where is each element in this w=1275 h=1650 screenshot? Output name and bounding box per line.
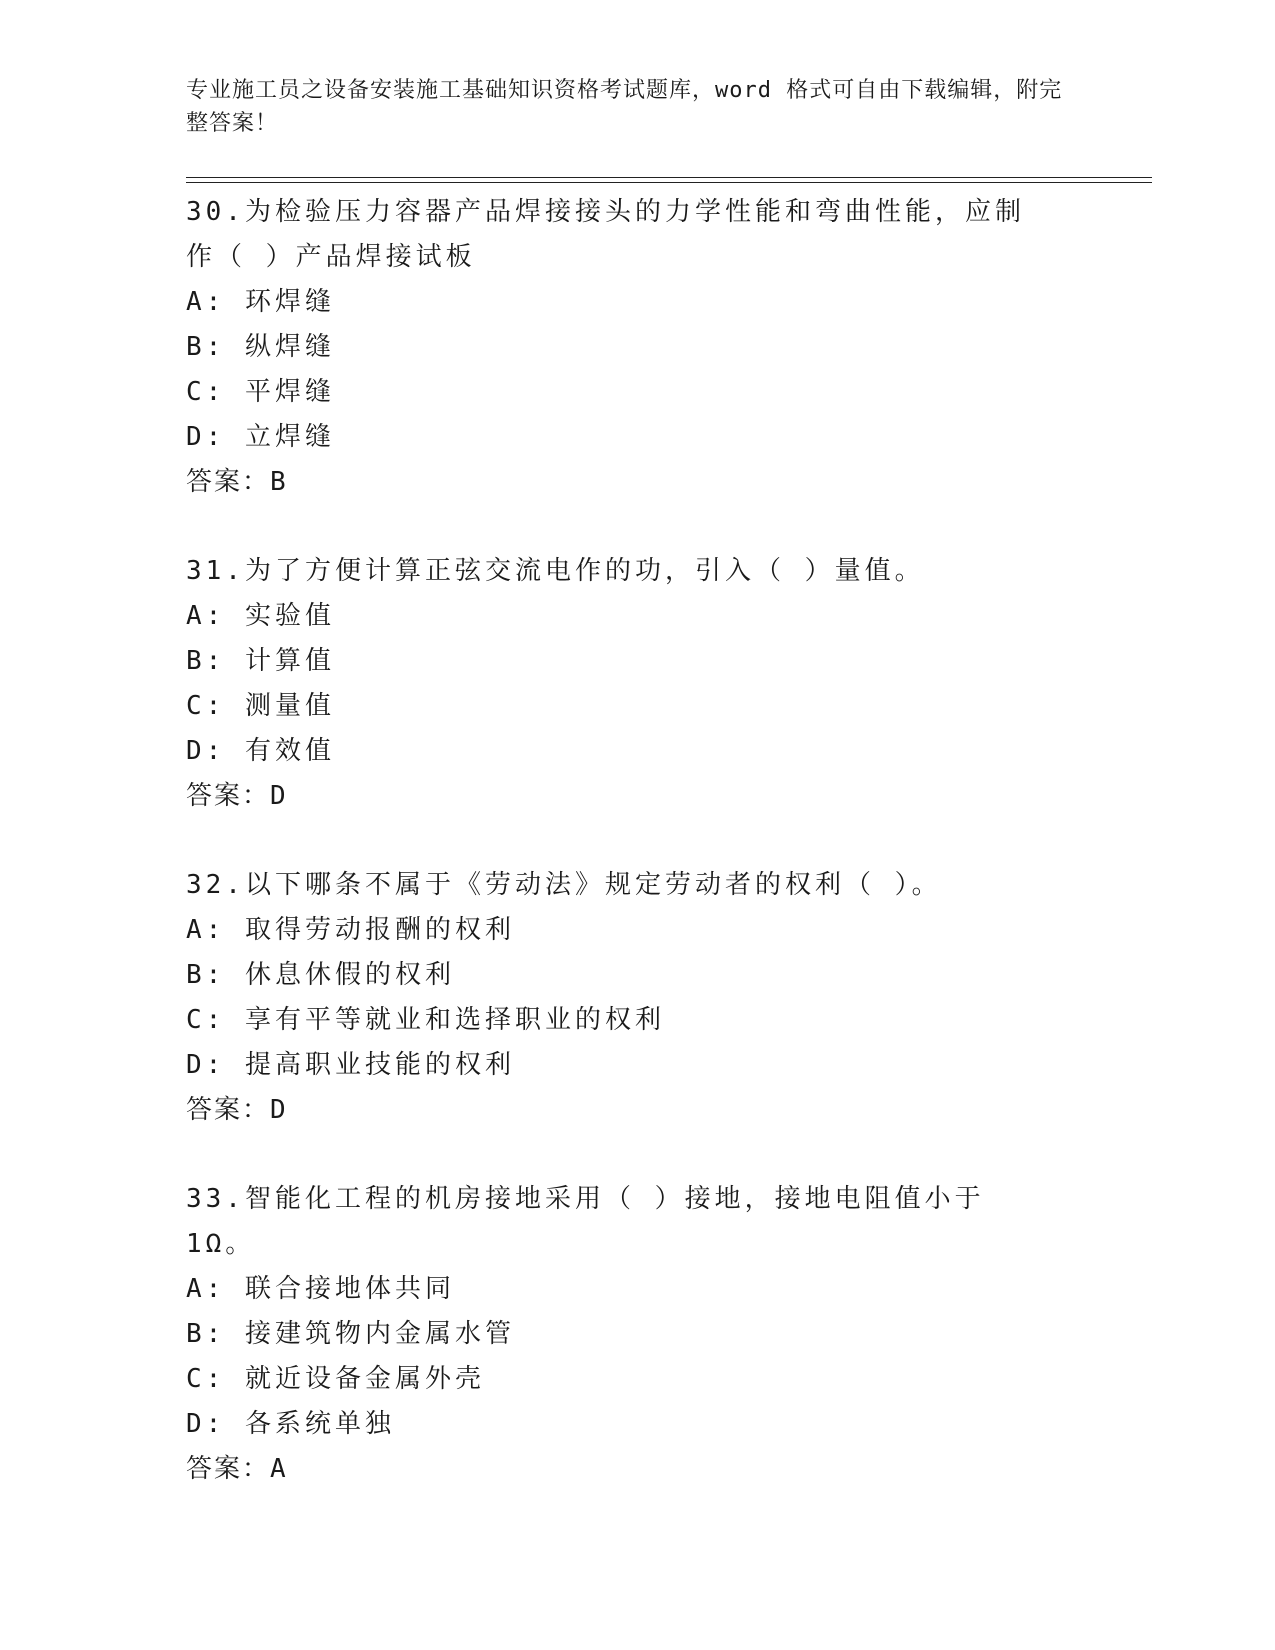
answer-line [186,774,1086,819]
document-intro: 专业施工员之设备安装施工基础知识资格考试题库，word 格式可自由下载编辑，附完整答案！ [186,78,1063,136]
question-text: 31.为了方便计算正弦交流电作的功，引入（ ）量值。 [186,556,925,586]
option-b: B: 休息休假的权利 [186,960,455,990]
answer-line [186,1447,1086,1492]
option-a: A: 环焊缝 [186,287,335,317]
option-d: D: 有效值 [186,736,335,766]
answer-label: 答案： [186,467,271,497]
option-a: A: 联合接地体共同 [186,1274,455,1304]
question-text: 30.为检验压力容器产品焊接接头的力学性能和弯曲性能，应制作（ ）产品焊接试板 [186,197,1025,272]
answer-value: A [270,1454,288,1484]
answer-label: 答案： [186,1095,271,1125]
header-rule-bottom [186,182,1152,183]
option-d: D: 各系统单独 [186,1409,395,1439]
option-a: A: 取得劳动报酬的权利 [186,915,515,945]
option-d: D: 立焊缝 [186,422,335,452]
answer-label: 答案： [186,1454,271,1484]
answer-line [186,460,1086,505]
answer-label: 答案： [186,781,271,811]
option-c: C: 享有平等就业和选择职业的权利 [186,1005,665,1035]
question-31 [186,549,1086,819]
option-c: C: 平焊缝 [186,377,335,407]
answer-value: D [270,781,288,811]
option-b: B: 接建筑物内金属水管 [186,1319,515,1349]
option-c: C: 测量值 [186,691,335,721]
option-a: A: 实验值 [186,601,335,631]
question-32 [186,863,1086,1133]
option-d: D: 提高职业技能的权利 [186,1050,515,1080]
option-b: B: 纵焊缝 [186,332,335,362]
question-list [186,190,1086,1536]
question-33 [186,1177,1086,1492]
question-text: 33.智能化工程的机房接地采用（ ）接地，接地电阻值小于1Ω。 [186,1184,985,1259]
header-rule-top [186,177,1152,178]
question-text: 32.以下哪条不属于《劳动法》规定劳动者的权利（ ）。 [186,870,942,900]
option-c: C: 就近设备金属外壳 [186,1364,485,1394]
question-30 [186,190,1086,505]
option-b: B: 计算值 [186,646,335,676]
answer-value: D [270,1095,288,1125]
answer-line [186,1088,1086,1133]
answer-value: B [270,467,288,497]
